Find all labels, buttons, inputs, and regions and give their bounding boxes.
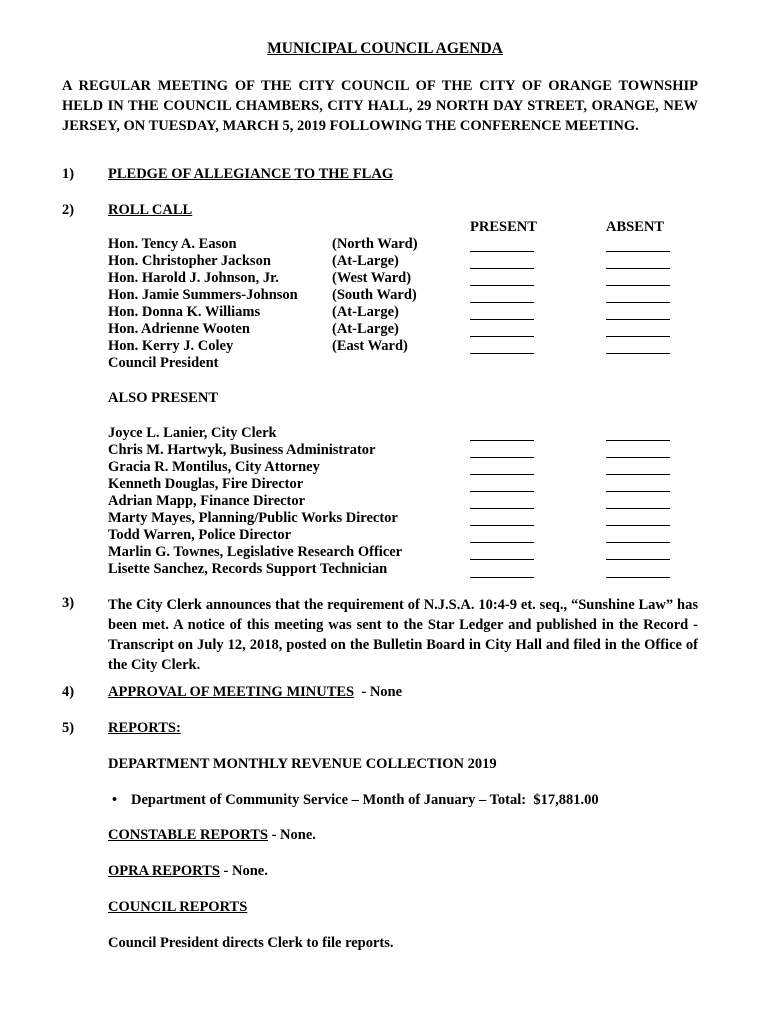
member-name: Hon. Harold J. Johnson, Jr. xyxy=(108,270,279,286)
absent-blank[interactable] xyxy=(606,319,670,320)
member-ward: (At-Large) xyxy=(332,253,399,269)
staff-name: Todd Warren, Police Director xyxy=(108,527,292,543)
council-reports-heading: COUNCIL REPORTS xyxy=(108,899,248,915)
member-name: Hon. Kerry J. Coley xyxy=(108,338,234,354)
absent-blank[interactable] xyxy=(606,474,670,475)
present-blank[interactable] xyxy=(470,508,534,509)
present-blank[interactable] xyxy=(470,353,534,354)
absent-blank[interactable] xyxy=(606,559,670,560)
present-blank[interactable] xyxy=(470,440,534,441)
present-blank[interactable] xyxy=(470,474,534,475)
absent-blank[interactable] xyxy=(606,336,670,337)
staff-name: Adrian Mapp, Finance Director xyxy=(108,493,306,509)
member-name: Hon. Tency A. Eason xyxy=(108,236,237,252)
absent-blank[interactable] xyxy=(606,457,670,458)
present-blank[interactable] xyxy=(470,336,534,337)
absent-blank[interactable] xyxy=(606,440,670,441)
member-ward: (West Ward) xyxy=(332,270,412,286)
absent-blank[interactable] xyxy=(606,268,670,269)
constable-reports-status: - None. xyxy=(267,827,316,843)
present-blank[interactable] xyxy=(470,251,534,252)
approval-minutes-line xyxy=(108,684,402,701)
absent-blank[interactable] xyxy=(606,353,670,354)
present-blank[interactable] xyxy=(470,302,534,303)
meeting-intro: A REGULAR MEETING OF THE CITY COUNCIL OF THE CITY OF ORANGE TOWNSHIP HELD IN THE COUNCIL CHAMBERS, CITY HALL, 29 NORTH DAY STREET, ORANGE, NEW JERSEY, ON TUESDAY, MARCH 5, 2019 FOLLOWING THE CONFERENCE MEETING. xyxy=(62,78,698,134)
member-ward: (North Ward) xyxy=(332,236,418,252)
present-blank[interactable] xyxy=(470,525,534,526)
staff-name: Gracia R. Montilus, City Attorney xyxy=(108,459,320,475)
absent-column-header: ABSENT xyxy=(606,219,665,235)
staff-name: Kenneth Douglas, Fire Director xyxy=(108,476,304,492)
present-blank[interactable] xyxy=(470,268,534,269)
sunshine-law-notice: The City Clerk announces that the requirement of N.J.S.A. 10:4-9 et. seq., “Sunshine Law” has been met. A notice of this meeting was sent to the Star Ledger and published in the Record - Transcript on July 12, 2018, posted on the Bulletin Board in City Hall and filed in the Office of the City Clerk. xyxy=(108,597,698,673)
absent-blank[interactable] xyxy=(606,251,670,252)
present-blank[interactable] xyxy=(470,491,534,492)
staff-name: Marty Mayes, Planning/Public Works Director xyxy=(108,510,398,526)
item-number: 4) xyxy=(62,684,75,700)
reports-heading: REPORTS: xyxy=(108,720,181,736)
opra-reports-status: - None. xyxy=(219,863,268,879)
item-number: 1) xyxy=(62,166,75,182)
absent-blank[interactable] xyxy=(606,542,670,543)
staff-name: Lisette Sanchez, Records Support Technician xyxy=(108,561,388,577)
member-ward: (At-Large) xyxy=(332,304,399,320)
absent-blank[interactable] xyxy=(606,302,670,303)
approval-minutes-heading: APPROVAL OF MEETING MINUTES xyxy=(108,684,355,700)
absent-blank[interactable] xyxy=(606,525,670,526)
member-ward: (At-Large) xyxy=(332,321,399,337)
present-blank[interactable] xyxy=(470,319,534,320)
present-blank[interactable] xyxy=(470,542,534,543)
pledge-heading: PLEDGE OF ALLEGIANCE TO THE FLAG xyxy=(108,166,394,182)
member-name: Hon. Adrienne Wooten xyxy=(108,321,250,337)
present-blank[interactable] xyxy=(470,577,534,578)
item-number: 5) xyxy=(62,720,75,736)
council-reports-text: Council President directs Clerk to file reports. xyxy=(108,935,394,951)
member-name: Hon. Christopher Jackson xyxy=(108,253,271,269)
opra-reports-line xyxy=(108,863,268,880)
present-column-header: PRESENT xyxy=(470,219,537,235)
absent-blank[interactable] xyxy=(606,577,670,578)
present-blank[interactable] xyxy=(470,559,534,560)
constable-reports-heading: CONSTABLE REPORTS xyxy=(108,827,268,843)
bullet-icon: • xyxy=(112,792,118,808)
also-present-heading: ALSO PRESENT xyxy=(108,390,218,406)
member-ward: (East Ward) xyxy=(332,338,408,354)
absent-blank[interactable] xyxy=(606,285,670,286)
absent-blank[interactable] xyxy=(606,491,670,492)
opra-reports-heading: OPRA REPORTS xyxy=(108,863,220,879)
revenue-heading: DEPARTMENT MONTHLY REVENUE COLLECTION 2019 xyxy=(108,756,497,772)
item-number: 2) xyxy=(62,202,75,218)
member-name: Council President xyxy=(108,355,219,371)
staff-name: Marlin G. Townes, Legislative Research Officer xyxy=(108,544,403,560)
absent-blank[interactable] xyxy=(606,508,670,509)
member-name: Hon. Jamie Summers-Johnson xyxy=(108,287,298,303)
revenue-item: Department of Community Service – Month of January – Total: $17,881.00 xyxy=(131,792,599,808)
page-title: MUNICIPAL COUNCIL AGENDA xyxy=(267,40,503,57)
member-ward: (South Ward) xyxy=(332,287,417,303)
present-blank[interactable] xyxy=(470,457,534,458)
staff-name: Chris M. Hartwyk, Business Administrator xyxy=(108,442,376,458)
constable-reports-line xyxy=(108,827,316,844)
roll-call-heading: ROLL CALL xyxy=(108,202,193,218)
item-number: 3) xyxy=(62,595,75,611)
approval-minutes-status: - None xyxy=(354,684,403,700)
present-blank[interactable] xyxy=(470,285,534,286)
staff-name: Joyce L. Lanier, City Clerk xyxy=(108,425,277,441)
member-name: Hon. Donna K. Williams xyxy=(108,304,261,320)
